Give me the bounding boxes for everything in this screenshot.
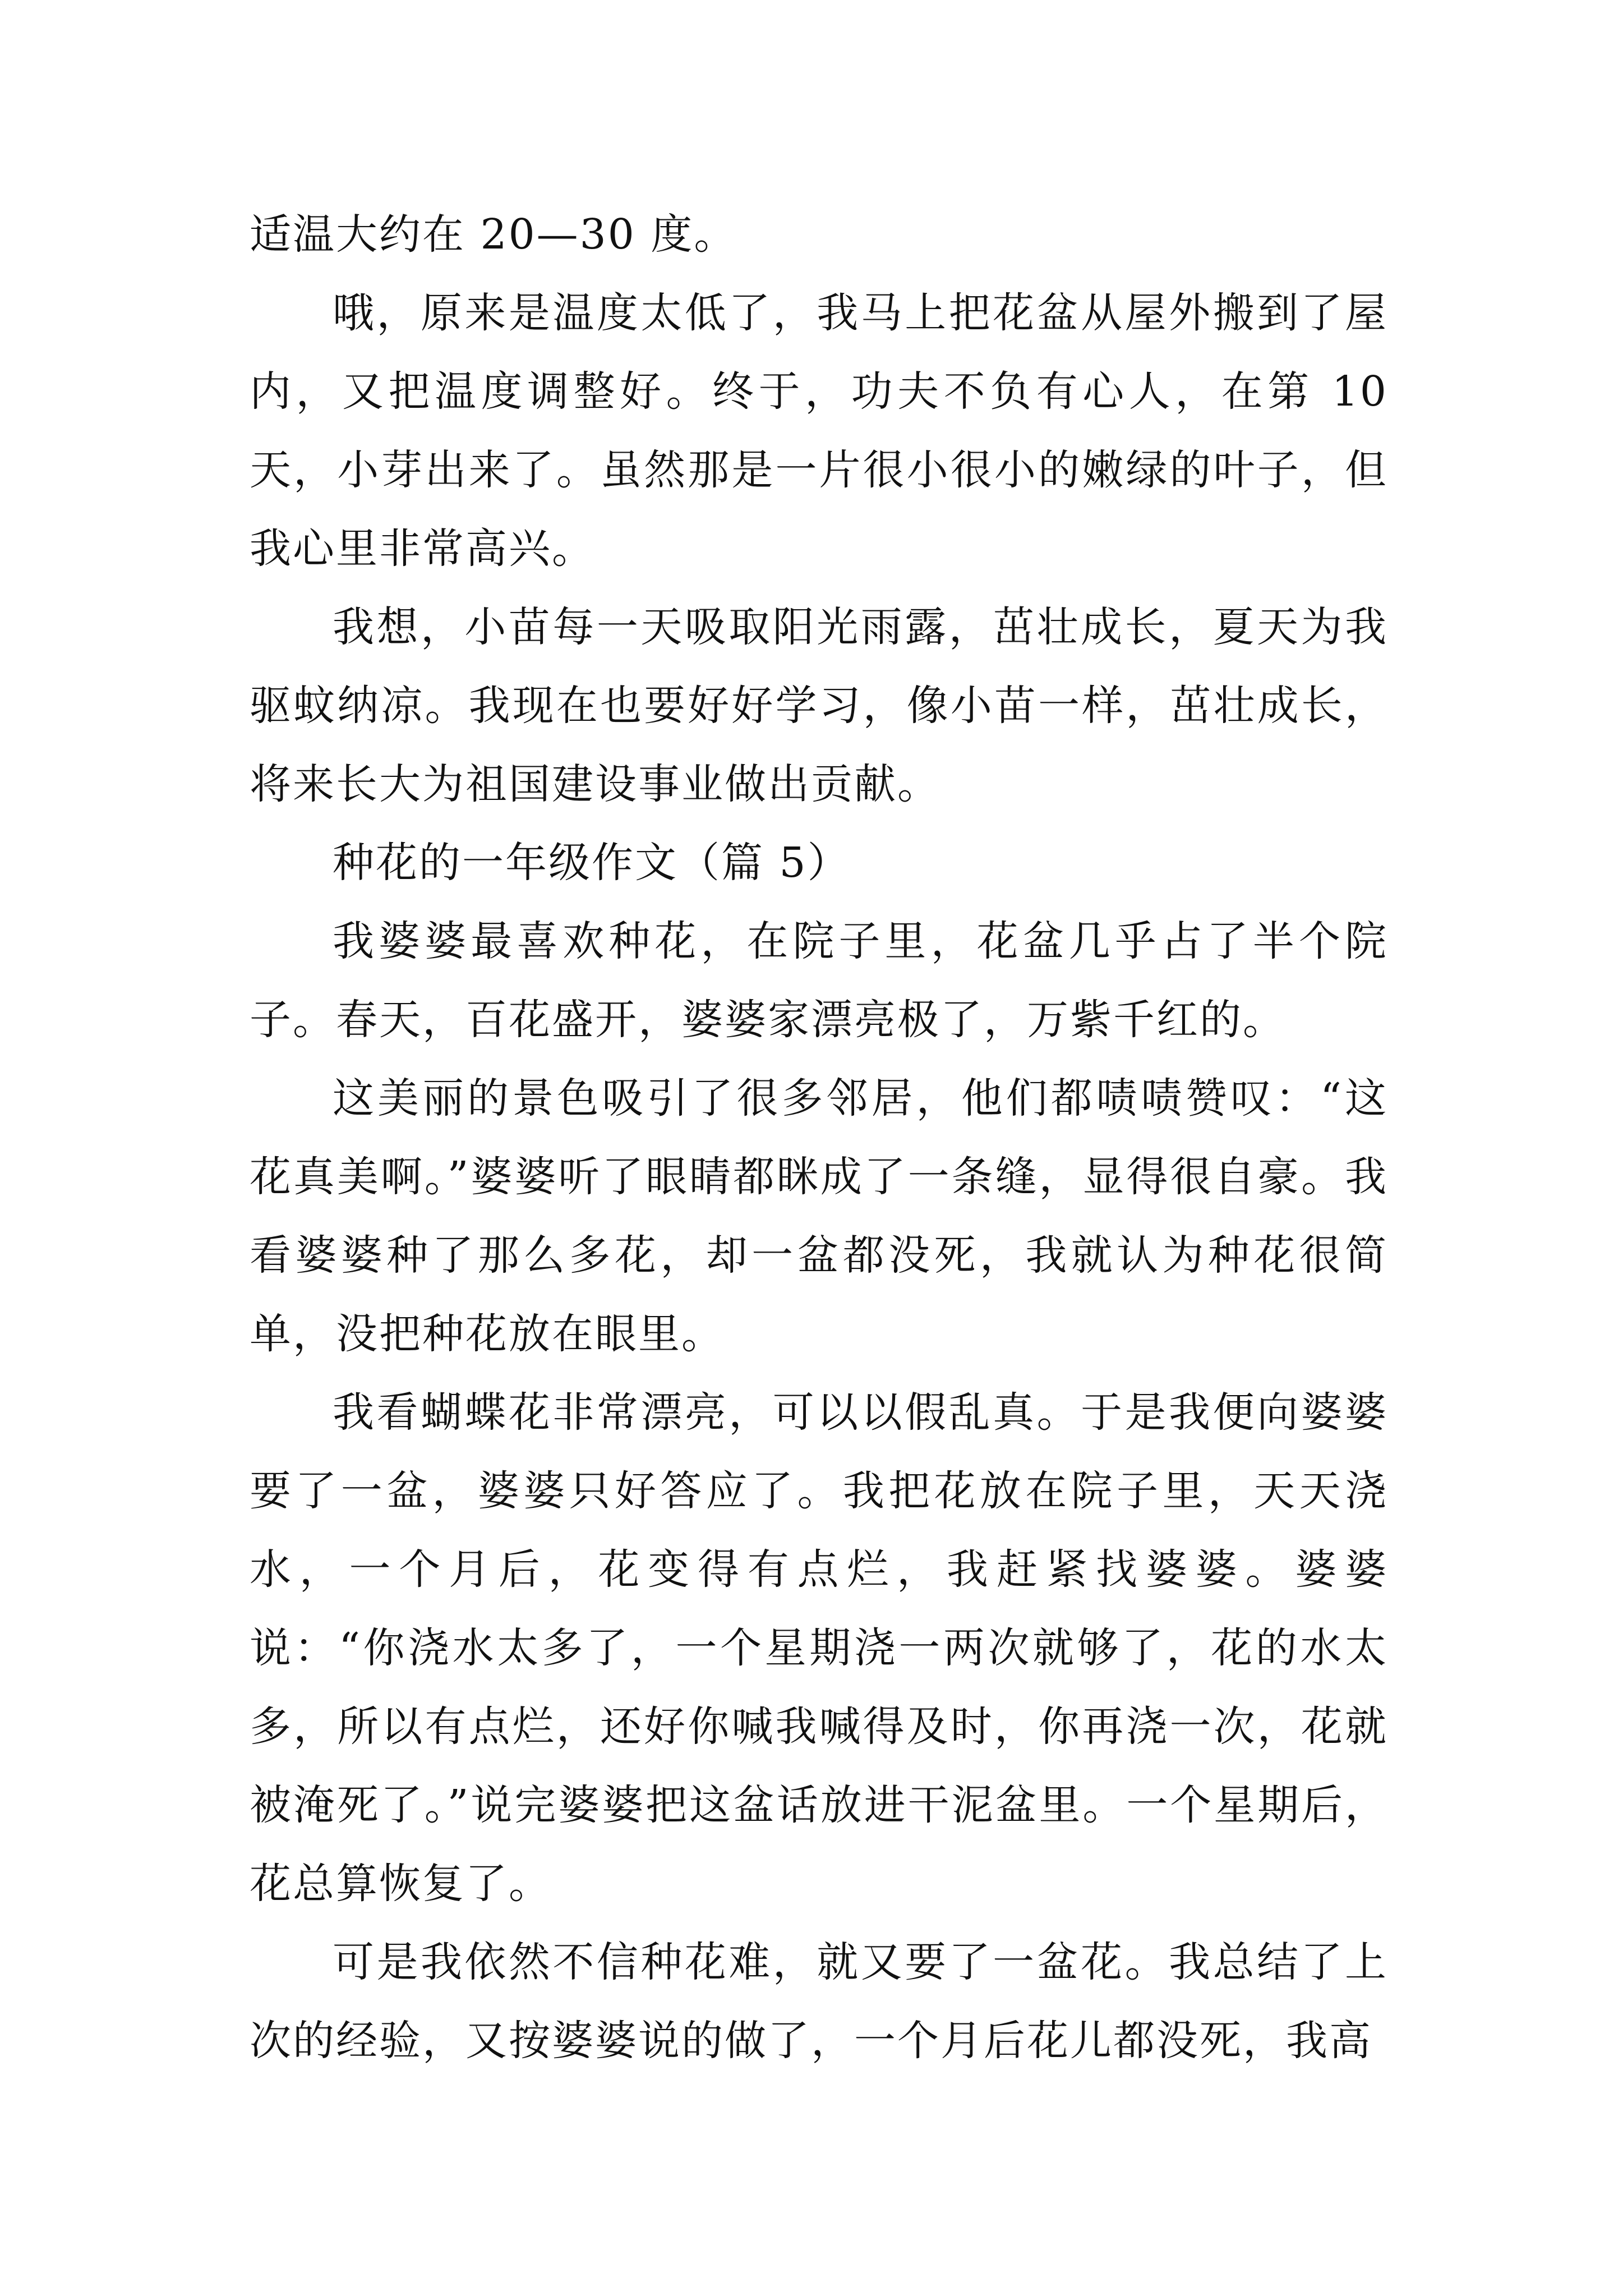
paragraph: 我想，小苗每一天吸取阳光雨露，茁壮成长，夏天为我驱蚊纳凉。我现在也要好好学习，像小苗一样，茁壮成长，将来长大为祖国建设事业做出贡献。 (250, 603, 1388, 808)
paragraph: 适温大约在 20—30 度。 (250, 210, 737, 259)
paragraph: 哦，原来是温度太低了，我马上把花盆从屋外搬到了屋内，又把温度调整好。终于，功夫不负有心人，在第 10 天，小芽出来了。虽然那是一片很小很小的嫩绿的叶子，但我心里非常高兴。 (250, 289, 1388, 573)
paragraph: 这美丽的景色吸引了很多邻居，他们都啧啧赞叹：“这花真美啊。”婆婆听了眼睛都眯成了一条缝，显得很自豪。我看婆婆种了那么多花，却一盆都没死，我就认为种花很简单，没把种花放在眼里。 (250, 1074, 1388, 1358)
paragraph: 我婆婆最喜欢种花，在院子里，花盆几乎占了半个院子。春天，百花盛开，婆婆家漂亮极了，万紫千红的。 (250, 917, 1388, 1044)
section-heading: 种花的一年级作文（篇 5） (333, 839, 851, 887)
document-body (250, 195, 1388, 2080)
paragraph: 我看蝴蝶花非常漂亮，可以以假乱真。于是我便向婆婆要了一盆，婆婆只好答应了。我把花放在院子里，天天浇水，一个月后，花变得有点烂，我赶紧找婆婆。婆婆说：“你浇水太多了，一个星期浇一两次就够了，花的水太多，所以有点烂，还好你喊我喊得及时，你再浇一次，花就被淹死了。”说完婆婆把这盆话放进干泥盆里。一个星期后，花总算恢复了。 (250, 1388, 1388, 1908)
paragraph: 可是我依然不信种花难，就又要了一盆花。我总结了上次的经验，又按婆婆说的做了，一个月后花儿都没死，我高 (250, 1938, 1388, 2065)
